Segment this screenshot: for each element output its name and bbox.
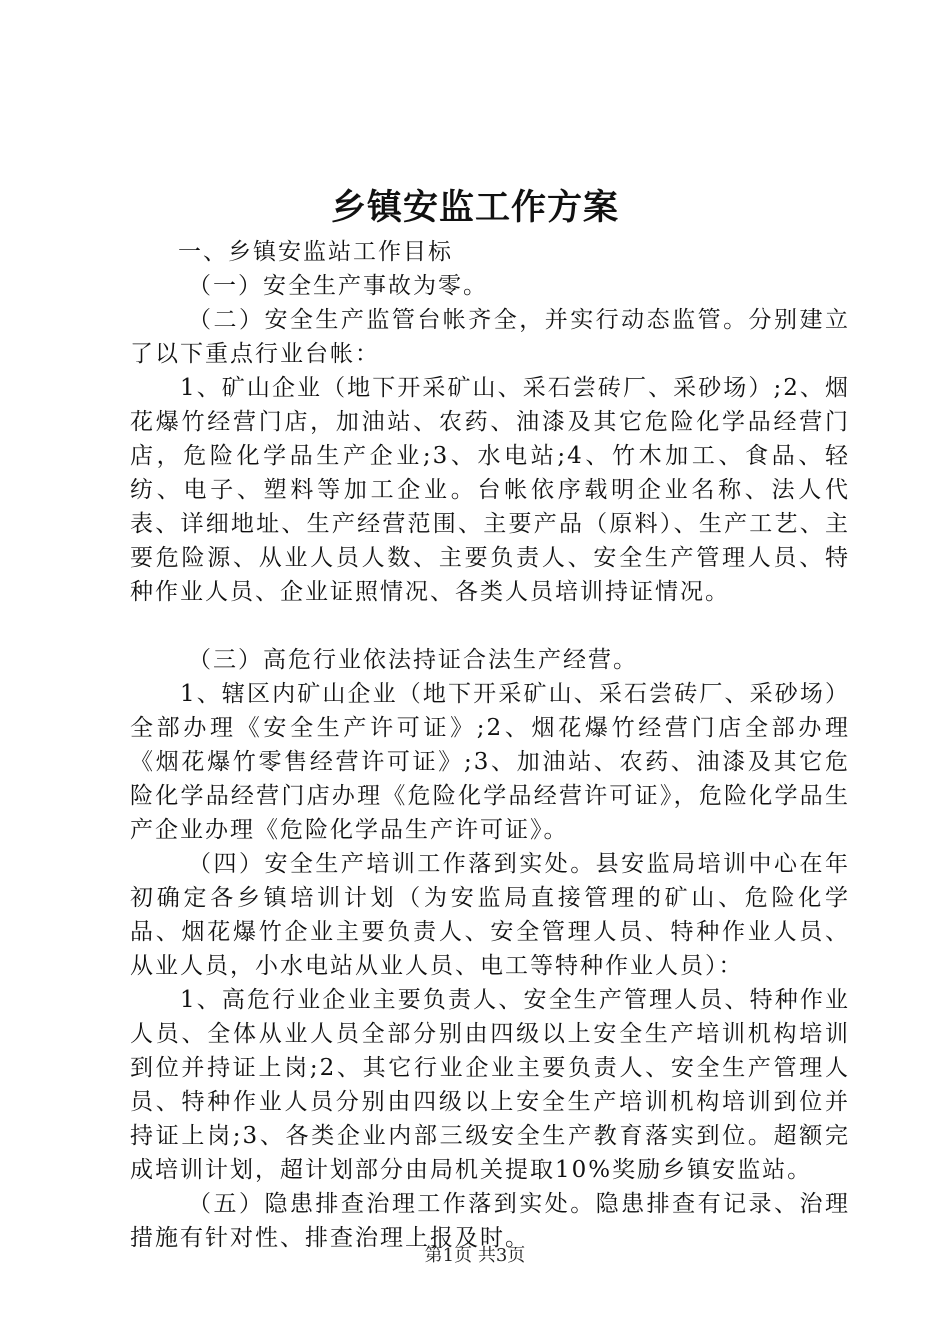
goal-item-4: （四）安全生产培训工作落到实处。县安监局培训中心在年初确定各乡镇培训计划（为安监局直接管理的矿山、危险化学品、烟花爆竹企业主要负责人、安全管理人员、特种作业人员、从业人员，小水电站从业人员、电工等特种作业人员）： <box>130 851 850 979</box>
document-body <box>130 235 850 1255</box>
goal-item-4-detail: 1、高危行业企业主要负责人、安全生产管理人员、特种作业人员、全体从业人员全部分别由四级以上安全生产培训机构培训到位并持证上岗;2、其它行业企业主要负责人、安全生产管理人员、特种作业人员分别由四级以上安全生产培训机构培训到位并持证上岗;3、各类企业内部三级安全生产教育落实到位。超额完成培训计划，超计划部分由局机关提取10%奖励乡镇安监站。 <box>130 987 850 1183</box>
goal-item-2: （二）安全生产监管台帐齐全，并实行动态监管。分别建立了以下重点行业台帐： <box>130 307 850 367</box>
goal-item-3: （三）高危行业依法持证合法生产经营。 <box>188 647 638 673</box>
goal-item-1: （一）安全生产事故为零。 <box>188 273 488 299</box>
section-heading-goals: 一、乡镇安监站工作目标 <box>178 239 453 265</box>
document-title: 乡镇安监工作方案 <box>330 187 619 228</box>
goal-item-5: （五）隐患排查治理工作落到实处。隐患排查有记录、治理措施有针对性、排查治理上报及时。 <box>130 1191 850 1251</box>
goal-item-2-detail: 1、矿山企业（地下开采矿山、采石尝砖厂、采砂场）;2、烟花爆竹经营门店，加油站、农药、油漆及其它危险化学品经营门店，危险化学品生产企业;3、水电站;4、竹木加工、食品、轻纺、电子、塑料等加工企业。台帐依序载明企业名称、法人代表、详细地址、生产经营范围、主要产品（原料）、生产工艺、主要危险源、从业人员人数、主要负责人、安全生产管理人员、特种作业人员、企业证照情况、各类人员培训持证情况。 <box>130 375 850 605</box>
page-number-footer: 第1页 共3页 <box>424 1245 526 1266</box>
goal-item-3-detail: 1、辖区内矿山企业（地下开采矿山、采石尝砖厂、采砂场）全部办理《安全生产许可证》;2、烟花爆竹经营门店全部办理《烟花爆竹零售经营许可证》;3、加油站、农药、油漆及其它危险化学品经营门店办理《危险化学品经营许可证》，危险化学品生产企业办理《危险化学品生产许可证》。 <box>130 681 850 843</box>
